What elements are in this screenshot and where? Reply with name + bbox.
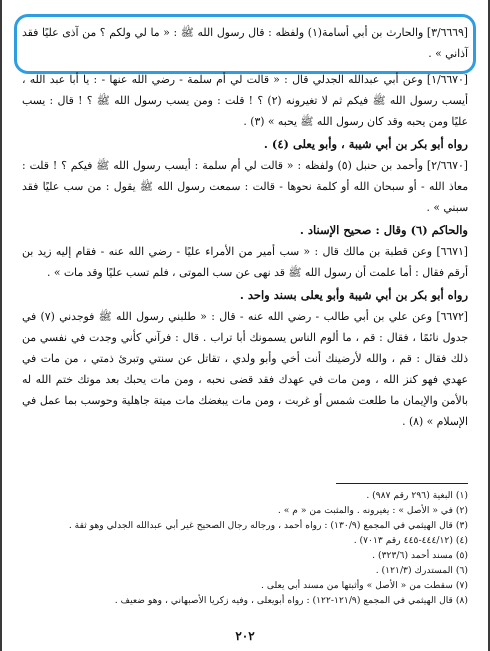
footnote-2: (٢) في « الأصل » : يغيرونه . والمثبت من « م » . [277, 505, 468, 516]
main-text [22, 22, 468, 432]
page-number: ٢٠٢ [235, 629, 255, 643]
paragraph-6670-2: [٢/٦٦٧٠] وأحمد بن حنبل (٥) ولفظه : « قالت لي أم سلمة : أيسب رسول الله ﷺ فيكم ؟ ! قلت : معاذ الله - أو سبحان الله أو كلمة نحوها - قالت : سمعت رسول الله ﷺ يقول : من سب عليًا فقد سبني » . [22, 159, 468, 214]
source-heading: رواه أبو بكر بن أبي شيبة ، وأبو يعلى (٤) . [263, 137, 468, 151]
footnote-6: (٦) المستدرك (١٢١/٣) . [375, 565, 468, 576]
source-heading: والحاكم (٦) وقال : صحيح الإسناد . [299, 223, 468, 237]
source-heading: رواه أبو بكر بن أبي شيبة وأبو يعلى بسند واحد . [239, 288, 468, 302]
footnote-5: (٥) مسند أحمد (٣٢٣/٦) . [372, 550, 468, 561]
paragraph-6671: [٦٦٧١] وعن قطبة بن مالك قال : « سب أمير من الأمراء عليًا - رضي الله عنه - فقام إليه زيد بن أرقم فقال : أما علمت أن رسول الله ﷺ قد نهى عن سب الموتى ، فلم تسب عليًا وقد مات » . [22, 245, 468, 279]
paragraph-6672: [٦٦٧٢] وعن علي بن أبي طالب - رضي الله عنه - قال : « طلبني رسول الله ﷺ فوجدني (٧) في جدول نائمًا ، فقال : قم ، ما ألوم الناس يسمونك أبا تراب . قال : فرآني كأني وجدت في نفسي من ذلك فقال : قم ، والله لأرضينك أنت أخي وأبو ولدي ، تقاتل عن سنتي وتبرئ ذمتي ، من مات في عهدي فهو كنز الله ، ومن مات في عهدك فقد قضى نحبه ، ومن مات يحبك بعد موتك ختم الله له بالأمن والإيمان ما طلعت شمس أو غربت ، ومن مات يبغضك مات ميتة جاهلية وحوسب بما عمل في الإسلام » (٨) . [22, 310, 469, 428]
paragraph-6669-3: [٣/٦٦٦٩] والحارث بن أبي أسامة(١) ولفظه : قال رسول الله ﷺ : « ما لي ولكم ؟ من آذى عليًا فقد آذاني » . [22, 26, 468, 60]
footnote-1: (١) البغية (٢٩٦ رقم ٩٨٧) . [366, 490, 468, 501]
footnote-3: (٣) قال الهيثمي في المجمع (١٣٠/٩) : رواه أحمد ، ورجاله رجال الصحيح غير أبي عبدالله الجدلي وهو ثقة . [68, 520, 468, 531]
footnote-8: (٨) قال الهيثمي في المجمع (١٢١/٩-١٢٢) : رواه أبويعلى ، وفيه زكريا الأصبهاني ، وهو ضعيف . [114, 595, 468, 606]
footnote-4: (٤) (٤٤٤/١٢-٤٤٥ رقم ٧٠١٣) . [353, 535, 468, 546]
footnote-separator [336, 483, 468, 484]
footnote-7: (٧) سقطت من « الأصل » وأثبتها من مسند أبي يعلى . [261, 580, 468, 591]
footnotes [22, 488, 468, 608]
paragraph-6670-1: [١/٦٦٧٠] وعن أبي عبدالله الجدلي قال : « قالت لي أم سلمة - رضي الله عنها - : يا أبا عبد الله ، أيسب رسول الله ﷺ فيكم ثم لا تغيرونه (٢) ؟ ! قلت : ومن يسب رسول الله ﷺ ؟ ! قال : يسب عليًا ومن يحبه وقد كان رسول الله ﷺ يحبه » (٣) . [22, 73, 468, 128]
page-frame-left [0, 0, 2, 651]
